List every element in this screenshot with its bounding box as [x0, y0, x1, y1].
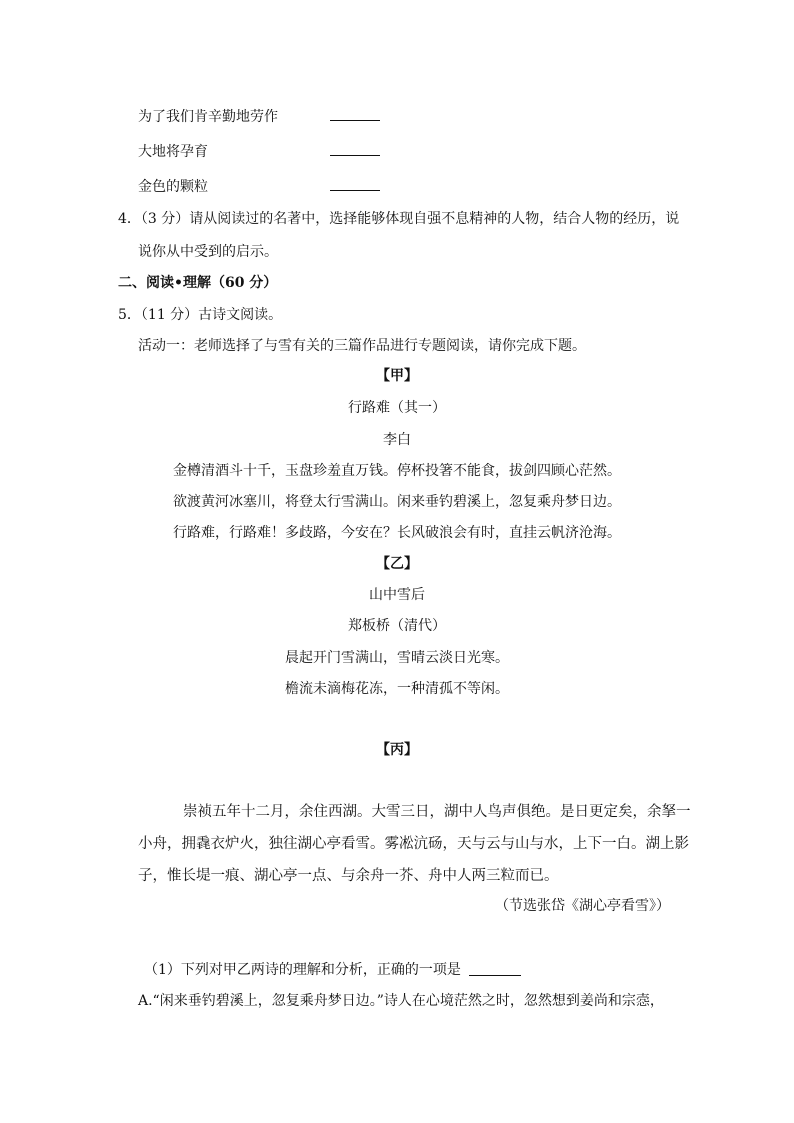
answer-blank[interactable]: [330, 190, 380, 191]
passage-jia-label: 【甲】: [376, 368, 418, 384]
fill-item: [138, 176, 398, 196]
question-4-line1: 4．（3 分）请从阅读过的名著中，选择能够体现自强不息精神的人物，结合人物的经历，说: [118, 211, 680, 227]
passage-yi-label: 【乙】: [376, 556, 418, 572]
passage-bing-label: 【丙】: [376, 742, 418, 758]
poem-author: 郑板桥（清代）: [348, 618, 446, 634]
poem-title: 山中雪后: [369, 587, 425, 603]
sub-question-1: [144, 959, 521, 979]
fill-item-text: 金色的颗粒: [138, 179, 208, 195]
poem-title: 行路难（其一）: [348, 400, 446, 416]
prose-line: 小舟，拥毳衣炉火，独往湖心亭看雪。雾凇沆砀，天与云与山与水，上下一白。湖上影: [138, 836, 689, 852]
poem-line: 檐流未滴梅花冻，一种清孤不等闲。: [285, 681, 509, 697]
question-4-line2: 说你从中受到的启示。: [138, 244, 278, 260]
fill-item: [138, 106, 398, 126]
fill-item: [138, 141, 398, 161]
prose-line: 子，惟长堤一痕、湖心亭一点、与余舟一芥、舟中人两三粒而已。: [138, 868, 559, 884]
poem-line: 晨起开门雪满山，雪晴云淡日光寒。: [285, 650, 509, 666]
answer-blank[interactable]: [469, 975, 521, 976]
activity-instruction: 活动一：老师选择了与雪有关的三篇作品进行专题阅读，请你完成下题。: [138, 338, 586, 354]
fill-item-text: 为了我们肯辛勤地劳作: [138, 109, 278, 125]
poem-line: 金樽清酒斗十千，玉盘珍羞直万钱。停杯投箸不能食，拔剑四顾心茫然。: [173, 463, 621, 479]
option-a: A.“闲来垂钓碧溪上，忽复乘舟梦日边。”诗人在心境茫然之时，忽然想到姜尚和宗悫，: [138, 993, 664, 1009]
poem-author: 李白: [383, 432, 411, 448]
prose-source: （节选张岱《湖心亭看雪》）: [495, 898, 670, 914]
answer-blank[interactable]: [330, 120, 380, 121]
fill-item-text: 大地将孕育: [138, 144, 208, 160]
poem-line: 欲渡黄河冰塞川，将登太行雪满山。闲来垂钓碧溪上，忽复乘舟梦日边。: [173, 494, 621, 510]
prose-line: 崇祯五年十二月，余住西湖。大雪三日，湖中人鸟声俱绝。是日更定矣，余拏一: [183, 804, 691, 820]
section-title: 二、阅读•理解（60 分）: [118, 275, 278, 291]
sub-question-text: （1）下列对甲乙两诗的理解和分析，正确的一项是: [144, 962, 461, 978]
answer-blank[interactable]: [330, 155, 380, 156]
poem-line: 行路难，行路难！多歧路，今安在？长风破浪会有时，直挂云帆济沧海。: [173, 525, 621, 541]
question-5-header: 5．（11 分）古诗文阅读。: [118, 307, 283, 323]
